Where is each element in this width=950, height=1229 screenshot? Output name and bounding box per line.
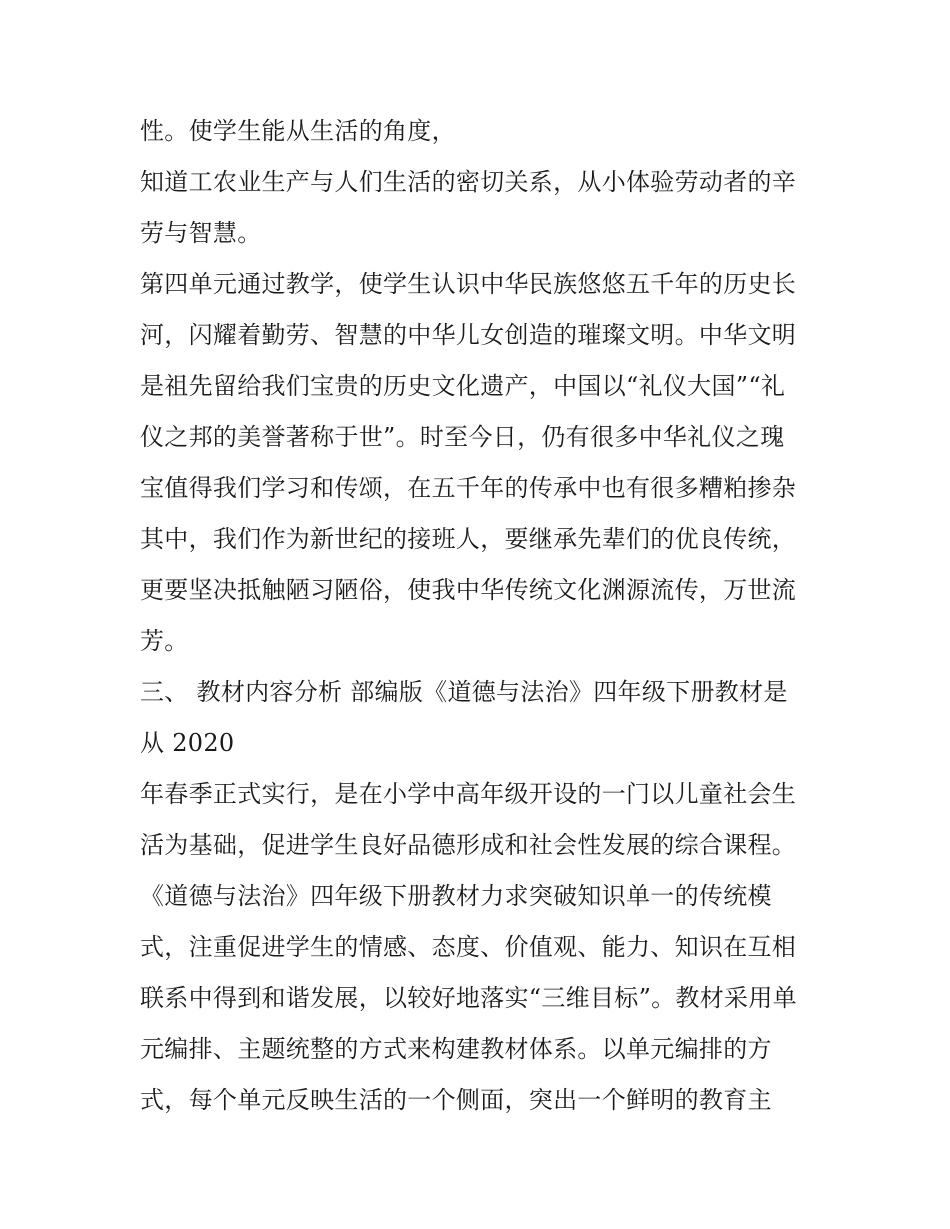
text-line: 活为基础，促进学生良好品德形成和社会性发展的综合课程。	[140, 831, 797, 859]
text-line: 河，闪耀着勤劳、智慧的中华儿女创造的璀璨文明。中华文明	[140, 321, 797, 349]
text-line: 第四单元通过教学，使学生认识中华民族悠悠五千年的历史长	[140, 270, 797, 298]
text-line: 元编排、主题统整的方式来构建教材体系。以单元编排的方	[140, 1035, 772, 1063]
text-line: 劳与智慧。	[140, 219, 262, 247]
section-heading-line: 三、 教材内容分析 部编版《道德与法治》四年级下册教材是	[140, 678, 788, 706]
text-line: 性。使学生能从生活的角度，	[140, 117, 456, 145]
text-line: 宝值得我们学习和传颂，在五千年的传承中也有很多糟粕掺杂	[140, 474, 797, 502]
text-line: 式，每个单元反映生活的一个侧面，突出一个鲜明的教育主	[140, 1086, 772, 1114]
text-line: 从 2020	[140, 729, 235, 757]
text-line: 其中，我们作为新世纪的接班人，要继承先辈们的优良传统，	[140, 525, 797, 553]
text-line: 仪之邦的美誉著称于世”。时至今日，仍有很多中华礼仪之瑰	[140, 423, 785, 451]
text-line: 是祖先留给我们宝贵的历史文化遗产，中国以“礼仪大国”“礼	[140, 372, 786, 400]
text-line: 联系中得到和谐发展，以较好地落实“三维目标”。教材采用单	[140, 984, 797, 1012]
text-line: 年春季正式实行，是在小学中高年级开设的一门以儿童社会生	[140, 780, 797, 808]
text-line: 知道工农业生产与人们生活的密切关系，从小体验劳动者的辛	[140, 168, 797, 196]
text-line: 芳。	[140, 627, 189, 655]
text-line: 更要坚决抵触陋习陋俗，使我中华传统文化渊源流传，万世流	[140, 576, 797, 604]
text-line: 式，注重促进学生的情感、态度、价值观、能力、知识在互相	[140, 933, 797, 961]
body-text	[140, 106, 820, 1126]
text-line: 《道德与法治》四年级下册教材力求突破知识单一的传统模	[140, 882, 772, 910]
